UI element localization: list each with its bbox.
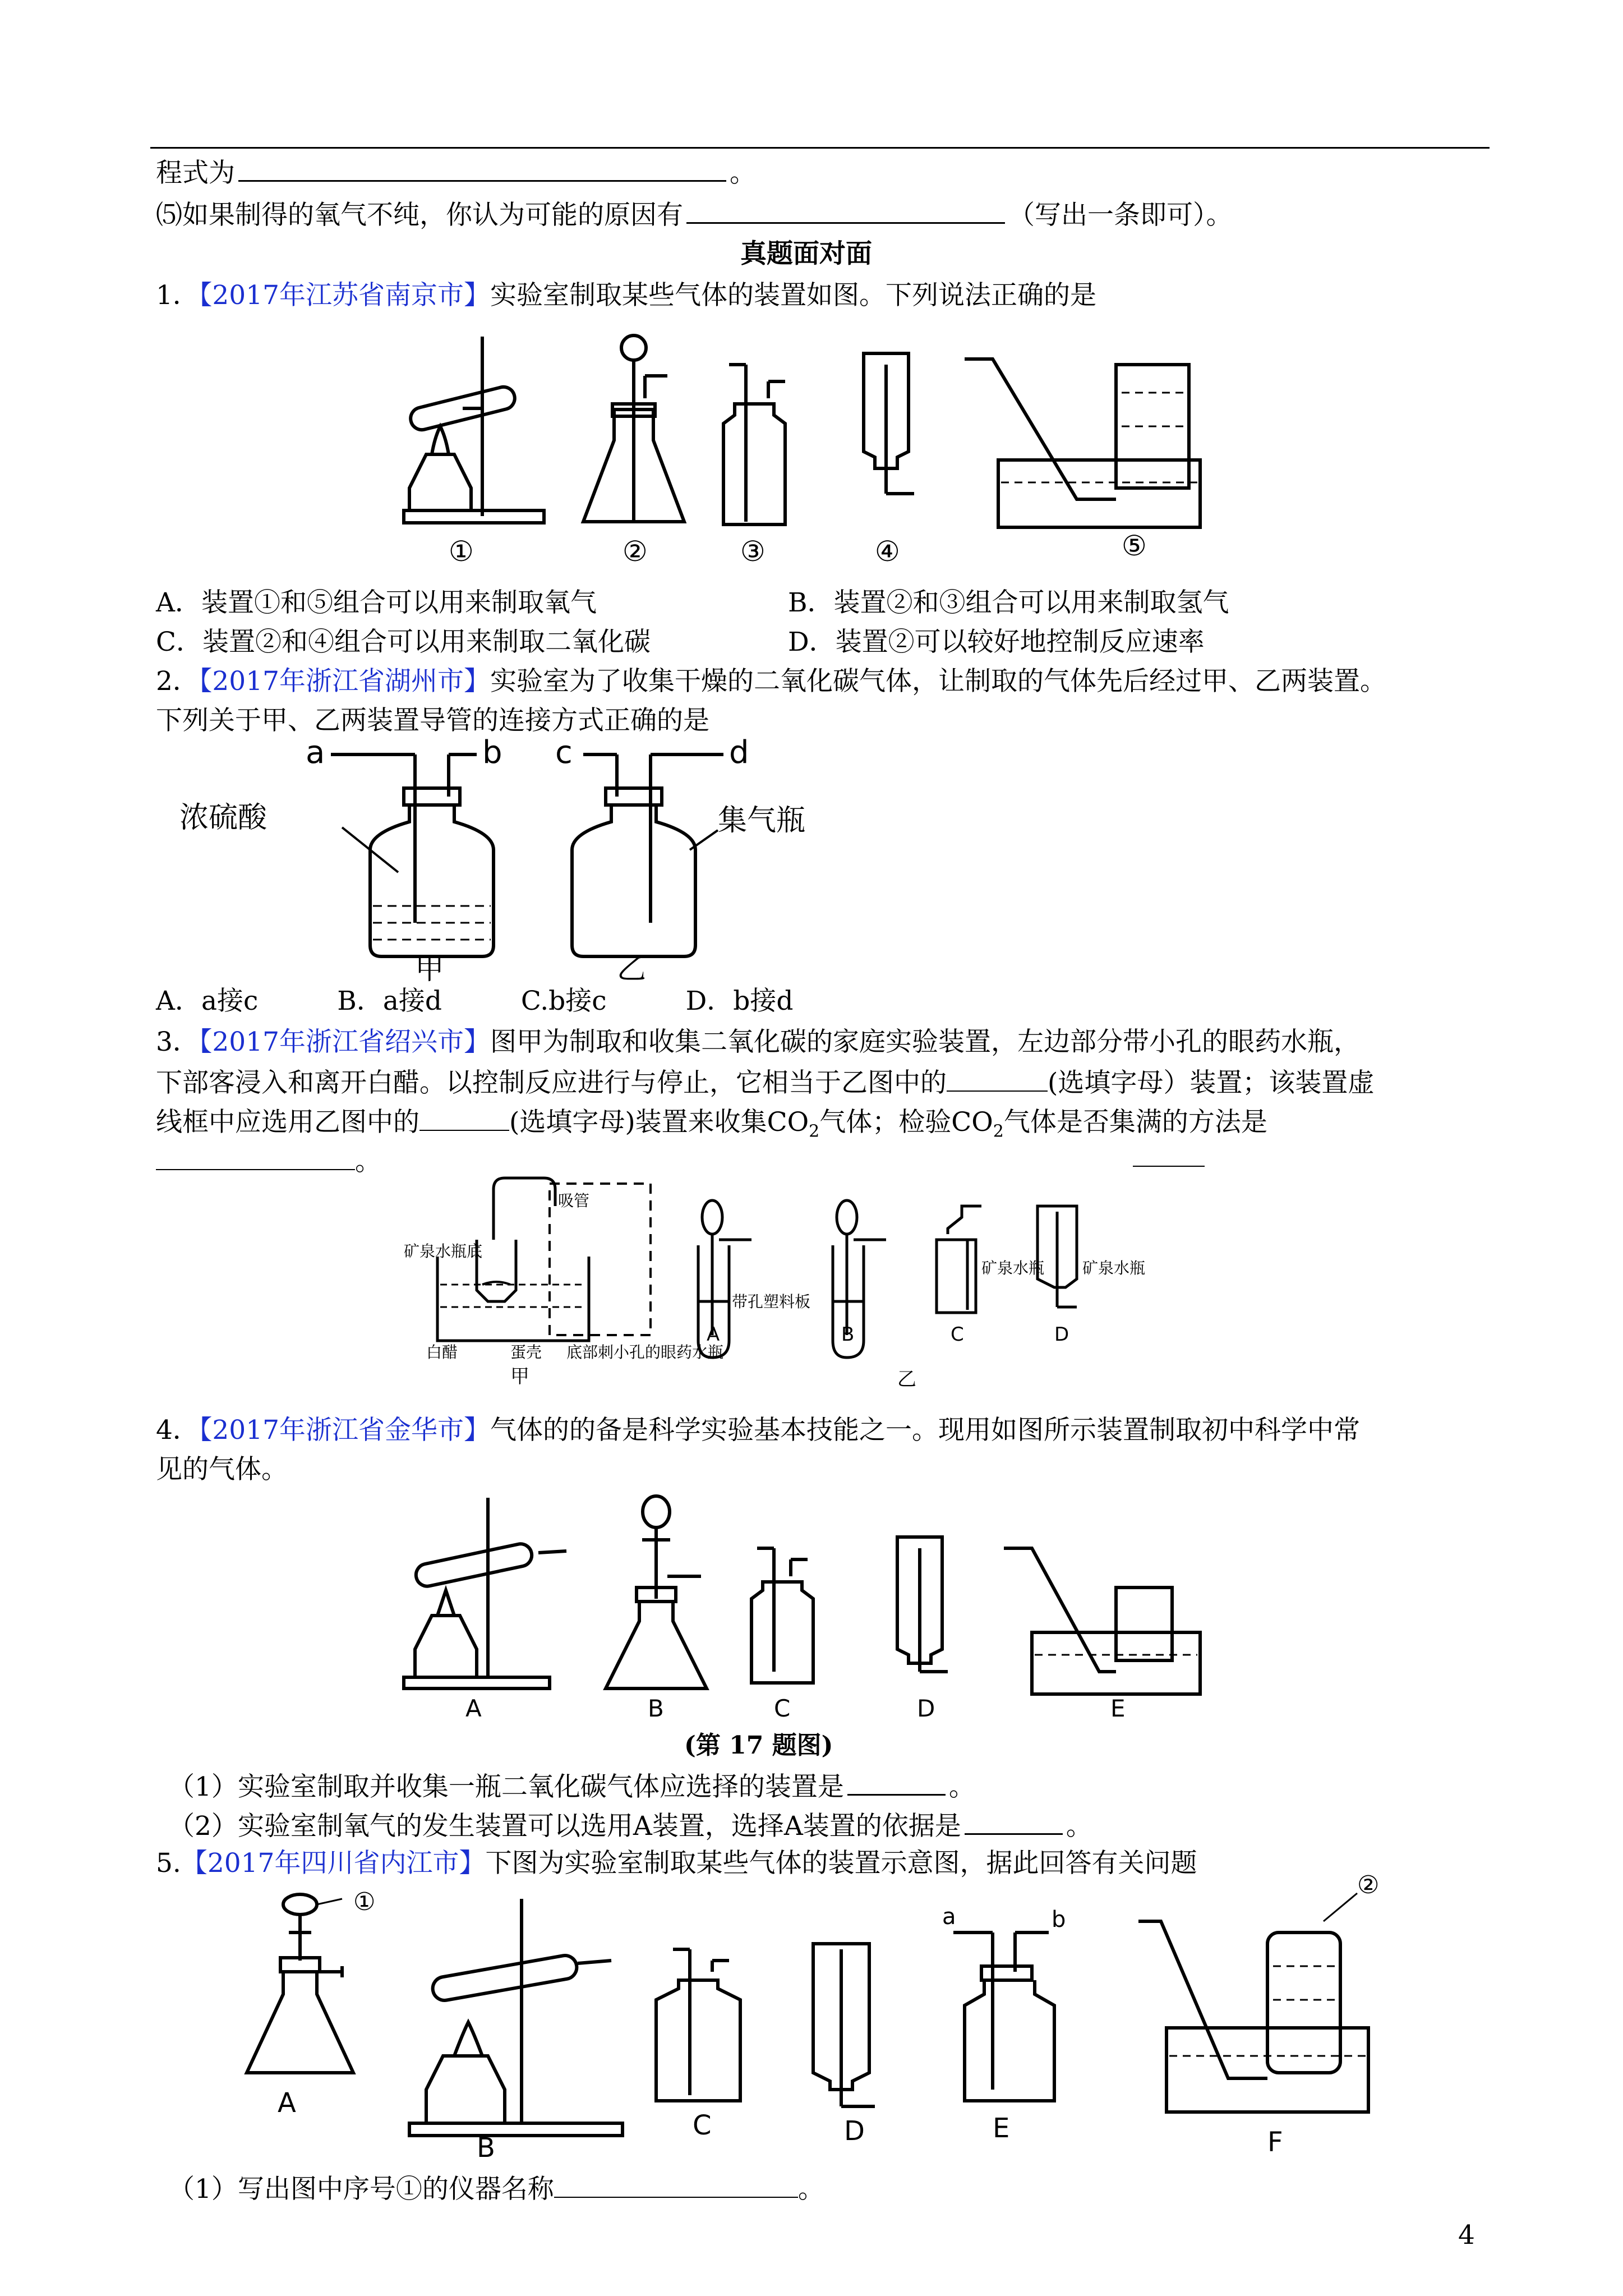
label-yi: 乙	[897, 1368, 916, 1391]
q3-stem-1: 3．【2017年浙江省绍兴市】图甲为制取和收集二氧化碳的家庭实验装置，左边部分带小孔的眼药水瓶，	[156, 1027, 1361, 1057]
header-rule	[150, 147, 1490, 149]
label-4: ④	[875, 535, 900, 568]
label-e: E	[1110, 1695, 1126, 1722]
jar-yi	[572, 754, 723, 956]
q1-stem: 1．【2017年江苏省南京市】实验室制取某些气体的装置如图。下列说法正确的是	[156, 280, 1097, 311]
label-5: ⑤	[1122, 530, 1147, 562]
label-b: B	[648, 1695, 664, 1722]
label-straw: 吸管	[558, 1191, 590, 1210]
label-2: ②	[623, 535, 648, 568]
q1-option-d[interactable]: D．装置②可以较好地控制反应速率	[788, 627, 1205, 657]
apparatus-4	[864, 353, 914, 494]
q1-option-b[interactable]: B．装置②和③组合可以用来制取氢气	[788, 587, 1229, 618]
q2-stem-1: 2．【2017年浙江省湖州市】实验室为了收集干燥的二氧化碳气体，让制取的气体先后经过甲、乙两装置。	[156, 666, 1387, 697]
label-yi: 乙	[617, 953, 647, 986]
apparatus-b	[606, 1496, 707, 1688]
label-a-small: a	[942, 1904, 956, 1930]
label-c: C	[951, 1323, 964, 1346]
answer-blank[interactable]	[847, 1768, 946, 1796]
q1-option-c[interactable]: C．装置②和④组合可以用来制取二氧化碳	[156, 627, 651, 657]
label-mineral-c: 矿泉水瓶	[981, 1259, 1045, 1277]
label-b: b	[482, 734, 502, 771]
page-number: 4	[1458, 2220, 1475, 2251]
q5-stem: 5.【2017年四川省内江市】下图为实验室制取某些气体的装置示意图，据此回答有关问题	[156, 1848, 1197, 1879]
label-b: B	[477, 2132, 495, 2164]
jar-jia	[331, 754, 494, 956]
apparatus-c	[656, 1949, 740, 2101]
q3-stem-2: 下部客浸入和离开白醋。以控制反应进行与停止，它相当于乙图中的 (选填字母）装置；该装置虚	[156, 1065, 1374, 1100]
label-bottle-bottom: 矿泉水瓶底	[404, 1242, 483, 1260]
apparatus-3	[723, 365, 785, 524]
label-a: A	[278, 2087, 296, 2119]
answer-blank[interactable]	[947, 1065, 1048, 1092]
label-mineral-d: 矿泉水瓶	[1082, 1259, 1146, 1277]
apparatus-a	[404, 1498, 566, 1688]
q3-stem-4: 。	[156, 1143, 381, 1179]
apparatus-d	[813, 1944, 875, 2106]
q5-sub-1: （1）写出图中序号①的仪器名称 。	[168, 2171, 824, 2206]
q3-figure	[404, 1172, 1211, 1391]
label-1: ①	[449, 535, 474, 568]
apparatus-2	[583, 335, 684, 522]
apparatus-a	[247, 1894, 353, 2073]
q2-stem-2: 下列关于甲、乙两装置导管的连接方式正确的是	[156, 705, 709, 736]
label-circ-1: ①	[353, 1888, 376, 1916]
label-acid: 浓硫酸	[179, 801, 268, 835]
label-d: D	[1054, 1323, 1069, 1346]
label-jar: 集气瓶	[718, 804, 806, 838]
q4-sub-2: （2）实验室制氧气的发生装置可以选用A装置，选择A装置的依据是 。	[168, 1807, 1092, 1843]
label-a: A	[707, 1323, 720, 1346]
prev-line-1: 程式为 。	[156, 154, 756, 190]
apparatus-e	[1004, 1548, 1200, 1694]
answer-blank[interactable]	[156, 1143, 355, 1170]
apparatus-d	[897, 1537, 948, 1672]
q4-stem-2: 见的气体。	[156, 1454, 288, 1485]
apparatus-b	[409, 1899, 623, 2136]
apparatus-f	[1138, 1893, 1368, 2112]
label-b-small: b	[1052, 1907, 1066, 1932]
label-d: d	[729, 734, 749, 771]
q2-options[interactable]: A．a接c B．a接d C.b接c D．b接d	[156, 986, 794, 1016]
q3-stem-3: 线框中应选用乙图中的 (选填字母)装置来收集$CO_2$气体；检验$CO_2$气体是否集满的方法是	[156, 1104, 1267, 1148]
label-c: C	[774, 1695, 791, 1722]
label-a: A	[465, 1695, 482, 1722]
answer-blank[interactable]	[965, 1807, 1063, 1835]
label-jia: 甲	[415, 953, 445, 986]
label-shell: 蛋壳	[510, 1343, 542, 1361]
q4-sub-1: （1）实验室制取并收集一瓶二氧化碳气体应选择的装置是 。	[168, 1768, 975, 1804]
q4-figure	[393, 1487, 1223, 1728]
label-eyedrop: 底部刺小孔的眼药水瓶	[566, 1343, 724, 1361]
answer-blank[interactable]	[238, 154, 726, 182]
label-c: C	[693, 2110, 712, 2141]
q1-option-a[interactable]: A．装置①和⑤组合可以用来制取氧气	[156, 587, 597, 618]
apparatus-5	[965, 359, 1200, 527]
apparatus-c	[751, 1548, 813, 1683]
label-c: c	[555, 734, 573, 771]
q4-stem-1: 4．【2017年浙江省金华市】气体的的备是科学实验基本技能之一。现用如图所示装置制取初中科学中常	[156, 1415, 1361, 1446]
label-f: F	[1267, 2127, 1283, 2158]
apparatus-e	[953, 1932, 1054, 2101]
label-3: ③	[740, 535, 766, 568]
label-circ-2: ②	[1357, 1871, 1380, 1899]
stray-rule	[1133, 1166, 1205, 1167]
label-plate: 带孔塑料板	[732, 1292, 811, 1311]
q2-figure	[179, 734, 806, 986]
label-jia: 甲	[510, 1365, 529, 1388]
label-vinegar: 白醋	[426, 1343, 458, 1361]
label-a: a	[306, 734, 325, 771]
figure-caption: (第 17 题图)	[684, 1731, 833, 1760]
label-b: B	[841, 1323, 855, 1346]
answer-blank[interactable]	[419, 1104, 509, 1131]
q5-figure	[241, 1871, 1430, 2164]
apparatus-1	[404, 337, 544, 523]
label-d: D	[844, 2115, 865, 2147]
label-d: D	[917, 1695, 935, 1722]
section-title: 真题面对面	[740, 238, 872, 269]
label-e: E	[993, 2113, 1010, 2144]
answer-blank[interactable]	[554, 2171, 798, 2198]
answer-blank[interactable]	[686, 196, 1005, 224]
figure-yi	[698, 1200, 1077, 1358]
q1-figure	[393, 331, 1211, 567]
prev-line-2: ⑸如果制得的氧气不纯，你认为可能的原因有 （写出一条即可）。	[156, 196, 1233, 232]
